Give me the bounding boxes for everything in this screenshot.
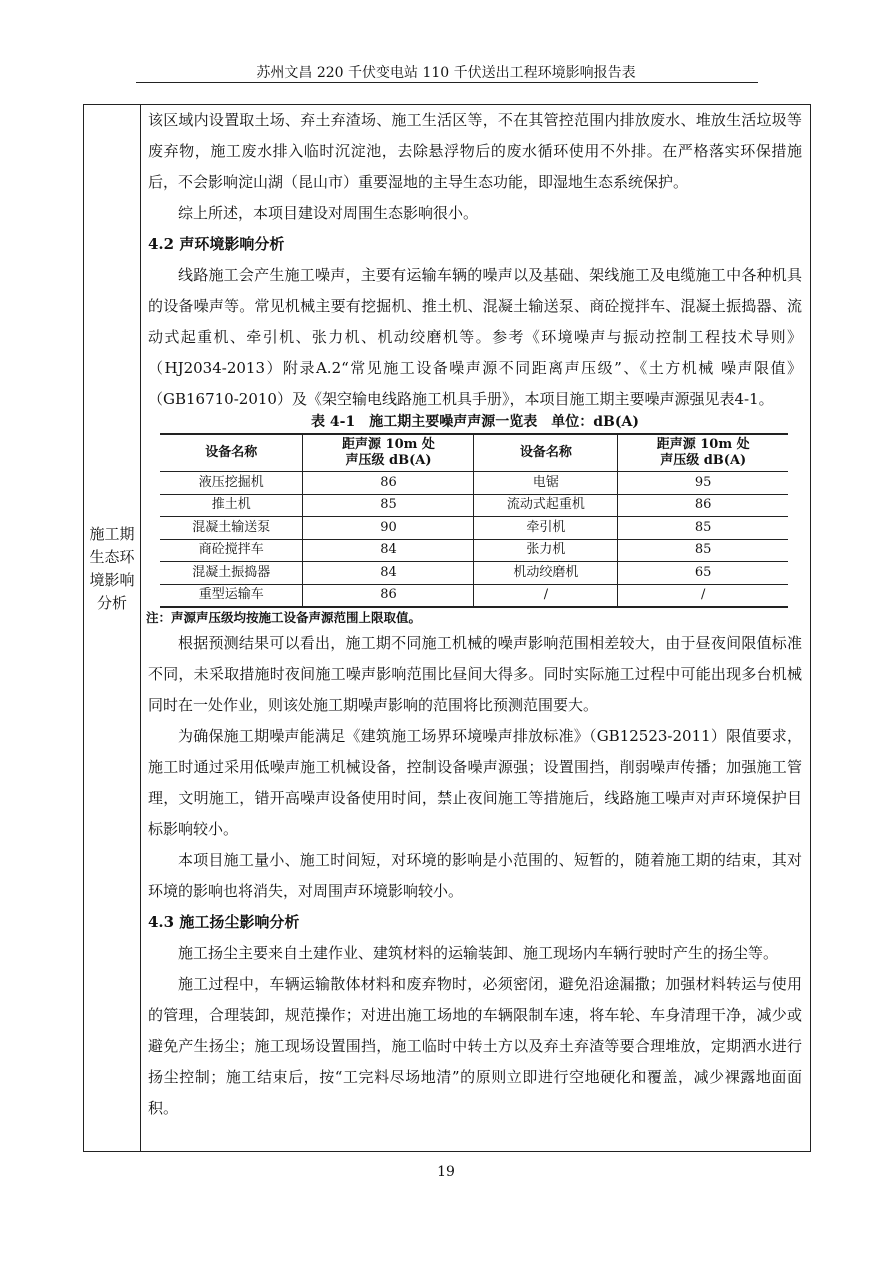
table-cell: 牵引机 — [474, 517, 618, 540]
table-cell: 重型运输车 — [160, 584, 303, 607]
table-cell: 84 — [303, 562, 474, 585]
section-content — [148, 105, 802, 1124]
table-cell: 86 — [618, 494, 788, 517]
table-header-cell: 设备名称 — [474, 434, 618, 472]
paragraph-4-2-4: 本项目施工量小、施工时间短，对环境的影响是小范围的、短暂的，随着施工期的结束，其对环境的影响也将消失，对周围声环境影响较小。 — [148, 851, 802, 900]
table-cell: 86 — [303, 472, 474, 495]
table-header-cell: 距声源 10m 处 声压级 dB(A) — [618, 434, 788, 472]
paragraph-4-3-1: 施工扬尘主要来自土建作业、建筑材料的运输装卸、施工现场内车辆行驶时产生的扬尘等。 — [178, 944, 779, 962]
table-cell: 85 — [618, 539, 788, 562]
paragraph-summary: 综上所述，本项目建设对周围生态影响很小。 — [178, 204, 479, 222]
table-cell: 商砼搅拌车 — [160, 539, 303, 562]
table-cell: 84 — [303, 539, 474, 562]
header-rule — [136, 82, 758, 83]
table-row — [160, 562, 788, 585]
table-note: 注：声源声压级均按施工设备声源范围上限取值。 — [146, 610, 422, 625]
noise-source-table — [160, 433, 788, 608]
table-caption: 表 4-1 施工期主要噪声声源一览表 单位：dB(A) — [311, 414, 639, 430]
table-cell: / — [474, 584, 618, 607]
table-row — [160, 494, 788, 517]
table-cell: 90 — [303, 517, 474, 540]
paragraph-intro: 该区域内设置取土场、弃土弃渣场、施工生活区等，不在其管控范围内排放废水、堆放生活垃圾等废弃物，施工废水排入临时沉淀池，去除悬浮物后的废水循环使用不外排。在严格落实环保措施后，不会影响淀山湖（昆山市）重要湿地的主导生态功能，即湿地生态系统保护。 — [148, 111, 802, 191]
heading-4-3: 4.3 施工扬尘影响分析 — [148, 913, 300, 931]
table-cell: 95 — [618, 472, 788, 495]
section-label-line: 分析 — [96, 594, 127, 612]
table-row — [160, 517, 788, 540]
paragraph-4-2-3: 为确保施工期噪声能满足《建筑施工场界环境噪声排放标准》（GB12523-2011）限值要求，施工时通过采用低噪声施工机械设备，控制设备噪声源强；设置围挡，削弱噪声传播；加强施工管理，文明施工，错开高噪声设备使用时间，禁止夜间施工等措施后，线路施工噪声对声环境保护目标影响较小。 — [148, 727, 802, 838]
section-label-line: 境影响 — [89, 571, 135, 589]
paragraph-4-3-2: 施工过程中，车辆运输散体材料和废弃物时，必须密闭，避免沿途漏撒；加强材料转运与使用的管理，合理装卸，规范操作；对进出施工场地的车辆限制车速，将车轮、车身清理干净，减少或避免产生扬尘；施工现场设置围挡，施工临时中转土方以及弃土弃渣等要合理堆放，定期洒水进行扬尘控制；施工结束后，按“工完料尽场地清”的原则立即进行空地硬化和覆盖，减少裸露地面面积。 — [148, 975, 802, 1117]
page-number: 19 — [437, 1164, 455, 1180]
table-cell: 张力机 — [474, 539, 618, 562]
section-label-line: 生态环 — [89, 548, 135, 566]
table-header-cell: 设备名称 — [160, 434, 303, 472]
paragraph-4-2-2: 根据预测结果可以看出，施工期不同施工机械的噪声影响范围相差较大，由于昼夜间限值标准不同，未采取措施时夜间施工噪声影响范围比昼间大得多。同时实际施工过程中可能出现多台机械同时在一处作业，则该处施工期噪声影响的范围将比预测范围要大。 — [148, 634, 802, 714]
paragraph-4-2-1: 线路施工会产生施工噪声，主要有运输车辆的噪声以及基础、架线施工及电缆施工中各种机具的设备噪声等。常见机械主要有挖掘机、推土机、混凝土输送泵、商砼搅拌车、混凝土振捣器、流动式起重机、牵引机、张力机、机动绞磨机等。参考《环境噪声与振动控制工程技术导则》（HJ2034-2013）附录A.2“常见施工设备噪声源不同距离声压级”、《土方机械 噪声限值》（GB16710-2010）及《架空输电线路施工机具手册》，本项目施工期主要噪声源强见表4-1。 — [148, 266, 802, 408]
section-label-line: 施工期 — [89, 525, 135, 543]
table-cell: 86 — [303, 584, 474, 607]
report-table-frame — [83, 104, 811, 1152]
section-label-column — [84, 105, 141, 1151]
table-cell: 混凝土振捣器 — [160, 562, 303, 585]
table-cell: 液压挖掘机 — [160, 472, 303, 495]
table-header-row — [160, 434, 788, 472]
table-cell: / — [618, 584, 788, 607]
table-row — [160, 539, 788, 562]
table-header-cell: 距声源 10m 处 声压级 dB(A) — [303, 434, 474, 472]
table-cell: 推土机 — [160, 494, 303, 517]
table-cell: 65 — [618, 562, 788, 585]
table-row — [160, 472, 788, 495]
section-label — [84, 523, 140, 615]
page-header-title: 苏州文昌 220 千伏变电站 110 千伏送出工程环境影响报告表 — [256, 65, 636, 81]
table-cell: 流动式起重机 — [474, 494, 618, 517]
table-row — [160, 584, 788, 607]
table-cell: 85 — [303, 494, 474, 517]
table-cell: 机动绞磨机 — [474, 562, 618, 585]
table-cell: 电锯 — [474, 472, 618, 495]
table-cell: 85 — [618, 517, 788, 540]
heading-4-2: 4.2 声环境影响分析 — [148, 235, 285, 253]
table-cell: 混凝土输送泵 — [160, 517, 303, 540]
